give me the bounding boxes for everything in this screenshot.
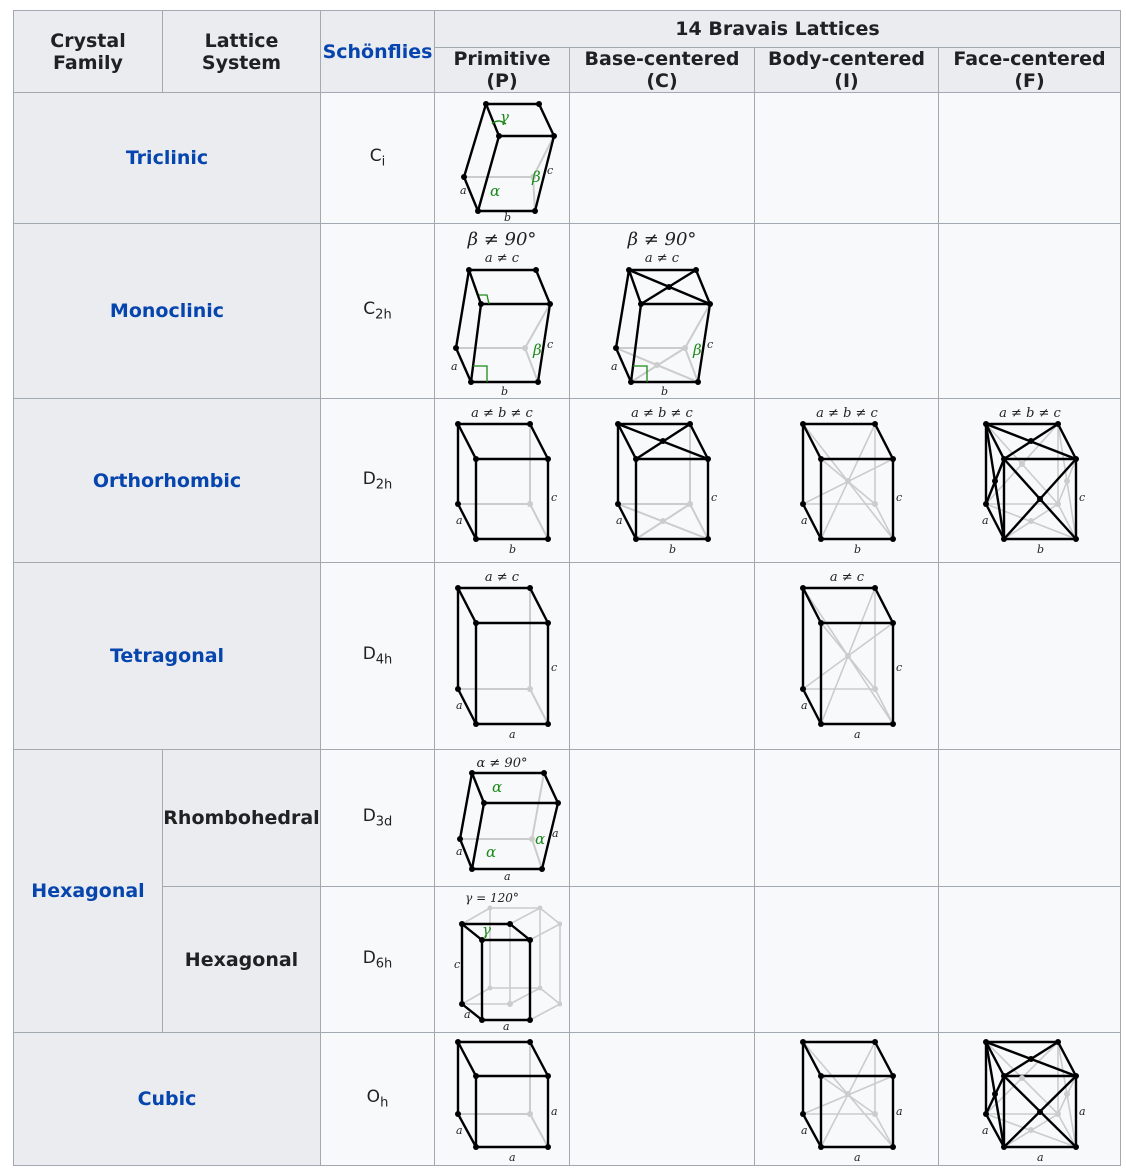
axis-c-label: c — [895, 661, 902, 674]
axis-a-label: a — [800, 699, 808, 712]
header-base-centered: Base-centered (C) — [570, 48, 755, 93]
axis-a-label: a — [1036, 1151, 1044, 1164]
axis-a-label: a — [611, 360, 618, 373]
abc-condition: a ≠ b ≠ c — [998, 405, 1061, 421]
family-tetragonal-link[interactable]: Tetragonal — [14, 563, 321, 750]
axis-a-label: a — [895, 1105, 903, 1118]
axis-a-label: a — [504, 870, 511, 883]
family-monoclinic-link[interactable]: Monoclinic — [14, 224, 321, 399]
axis-a-label: a — [616, 513, 623, 527]
axis-a-label: a — [451, 360, 458, 373]
axis-a-label: a — [800, 513, 808, 527]
axis-a-label: a — [464, 1007, 471, 1021]
cell-empty — [755, 887, 939, 1033]
cubic-body-diagram — [787, 1034, 907, 1164]
alpha-angle-label: α — [490, 182, 501, 200]
cell-cubic-body — [755, 1033, 939, 1166]
header-bravais-lattices: 14 Bravais Lattices — [435, 11, 1121, 48]
cell-rhombohedral-primitive — [435, 750, 570, 887]
schoenflies-symbol: $D_{3d}$ — [321, 750, 435, 887]
axis-a-label: a — [456, 513, 463, 527]
axis-a-label: a — [509, 728, 516, 741]
schoenflies-symbol: $D_{2h}$ — [321, 399, 435, 563]
axis-c-label: c — [895, 490, 902, 504]
cell-empty — [570, 750, 755, 887]
cell-monoclinic-primitive — [435, 224, 570, 399]
axis-c-label: c — [711, 490, 718, 504]
gamma-condition: γ = 120° — [465, 890, 519, 905]
a-ne-c-condition: a ≠ c — [829, 570, 864, 585]
axis-a-label: a — [551, 1105, 558, 1118]
a-ne-c-condition: a ≠ c — [484, 251, 520, 266]
abc-condition: a ≠ b ≠ c — [815, 405, 878, 421]
family-orthorhombic-link[interactable]: Orthorhombic — [14, 399, 321, 563]
orthorhombic-face-diagram — [970, 401, 1090, 561]
cell-cubic-face — [939, 1033, 1121, 1166]
cell-empty — [939, 887, 1121, 1033]
triclinic-primitive-diagram — [442, 94, 562, 222]
cell-empty — [939, 224, 1121, 399]
beta-condition: β ≠ 90° — [467, 229, 537, 250]
family-triclinic-link[interactable]: Triclinic — [14, 93, 321, 224]
cell-monoclinic-base — [570, 224, 755, 399]
bravais-lattice-table — [13, 10, 1121, 1166]
system-hexagonal: Hexagonal — [163, 887, 321, 1033]
axis-a-label: a — [456, 845, 463, 858]
orthorhombic-base-diagram — [602, 401, 722, 561]
header-primitive: Primitive (P) — [435, 48, 570, 93]
cell-orthorhombic-base — [570, 399, 755, 563]
cell-triclinic-primitive — [435, 93, 570, 224]
axis-b-label: b — [509, 542, 517, 556]
axis-c-label: c — [454, 957, 461, 971]
beta-condition: β ≠ 90° — [627, 229, 697, 250]
axis-a-label: a — [503, 1019, 510, 1032]
cubic-face-diagram — [970, 1034, 1090, 1164]
beta-angle-label: β — [533, 341, 542, 359]
axis-c-label: c — [547, 164, 554, 177]
cell-hexagonal-primitive — [435, 887, 570, 1033]
schoenflies-symbol: $O_h$ — [321, 1033, 435, 1166]
axis-b-label: b — [853, 542, 861, 556]
family-hexagonal-link[interactable]: Hexagonal — [14, 750, 163, 1033]
cell-empty — [939, 563, 1121, 750]
axis-c-label: c — [551, 661, 558, 674]
header-schoenflies-link[interactable]: Schönflies — [321, 11, 435, 93]
axis-a-label: a — [456, 699, 463, 712]
cell-orthorhombic-face — [939, 399, 1121, 563]
cubic-primitive-diagram — [442, 1034, 562, 1164]
axis-a-label: a — [1078, 1105, 1086, 1118]
alpha-angle-label: α — [535, 830, 546, 848]
cell-empty — [570, 887, 755, 1033]
axis-a-label: a — [552, 827, 559, 840]
abc-condition: a ≠ b ≠ c — [471, 405, 533, 421]
cell-empty — [755, 750, 939, 887]
orthorhombic-body-diagram — [787, 401, 907, 561]
axis-a-label: a — [981, 1124, 989, 1137]
hexagonal-primitive-diagram — [442, 888, 562, 1032]
schoenflies-symbol: $D_{6h}$ — [321, 887, 435, 1033]
system-rhombohedral: Rhombohedral — [163, 750, 321, 887]
tetragonal-primitive-diagram — [442, 565, 562, 747]
cell-empty — [570, 1033, 755, 1166]
header-body-centered: Body-centered (I) — [755, 48, 939, 93]
axis-c-label: c — [707, 338, 714, 351]
cell-tetragonal-body — [755, 563, 939, 750]
header-lattice-system: Lattice System — [163, 11, 321, 93]
alpha-angle-label: α — [486, 843, 497, 861]
schoenflies-symbol: $D_{4h}$ — [321, 563, 435, 750]
family-cubic-link[interactable]: Cubic — [14, 1033, 321, 1166]
beta-angle-label: β — [693, 341, 702, 359]
axis-c-label: c — [551, 490, 558, 504]
axis-b-label: b — [669, 542, 677, 556]
a-ne-c-condition: a ≠ c — [484, 570, 520, 585]
monoclinic-base-diagram — [597, 225, 727, 397]
cell-tetragonal-primitive — [435, 563, 570, 750]
cell-empty — [755, 224, 939, 399]
beta-angle-label: β — [532, 168, 541, 186]
axis-c-label: c — [547, 338, 554, 351]
schoenflies-symbol: $C_{2h}$ — [321, 224, 435, 399]
alpha-condition: α ≠ 90° — [476, 756, 528, 771]
axis-c-label: c — [1078, 490, 1085, 504]
schoenflies-symbol: $C_i$ — [321, 93, 435, 224]
cell-empty — [755, 93, 939, 224]
cell-empty — [570, 563, 755, 750]
axis-a-label: a — [981, 513, 989, 527]
abc-condition: a ≠ b ≠ c — [631, 405, 693, 421]
axis-a-label: a — [853, 1151, 861, 1164]
axis-a-label: a — [853, 728, 861, 741]
header-crystal-family: Crystal Family — [14, 11, 163, 93]
cell-empty — [939, 750, 1121, 887]
rhombohedral-primitive-diagram — [442, 751, 562, 885]
orthorhombic-primitive-diagram — [442, 401, 562, 561]
gamma-angle-label: γ — [482, 920, 491, 939]
cell-empty — [570, 93, 755, 224]
axis-a-label: a — [800, 1124, 808, 1137]
axis-b-label: b — [501, 385, 509, 397]
axis-b-label: b — [661, 385, 669, 397]
alpha-angle-label: α — [492, 778, 503, 796]
tetragonal-body-diagram — [787, 565, 907, 747]
axis-b-label: b — [504, 211, 512, 222]
axis-a-label: a — [509, 1151, 516, 1164]
cell-empty — [939, 93, 1121, 224]
cell-orthorhombic-body — [755, 399, 939, 563]
header-face-centered: Face-centered (F) — [939, 48, 1121, 93]
axis-a-label: a — [460, 184, 467, 197]
monoclinic-primitive-diagram — [437, 225, 567, 397]
cell-orthorhombic-primitive — [435, 399, 570, 563]
gamma-angle-label: γ — [500, 108, 509, 126]
cell-cubic-primitive — [435, 1033, 570, 1166]
a-ne-c-condition: a ≠ c — [644, 251, 680, 266]
axis-b-label: b — [1036, 542, 1044, 556]
axis-a-label: a — [456, 1124, 463, 1137]
